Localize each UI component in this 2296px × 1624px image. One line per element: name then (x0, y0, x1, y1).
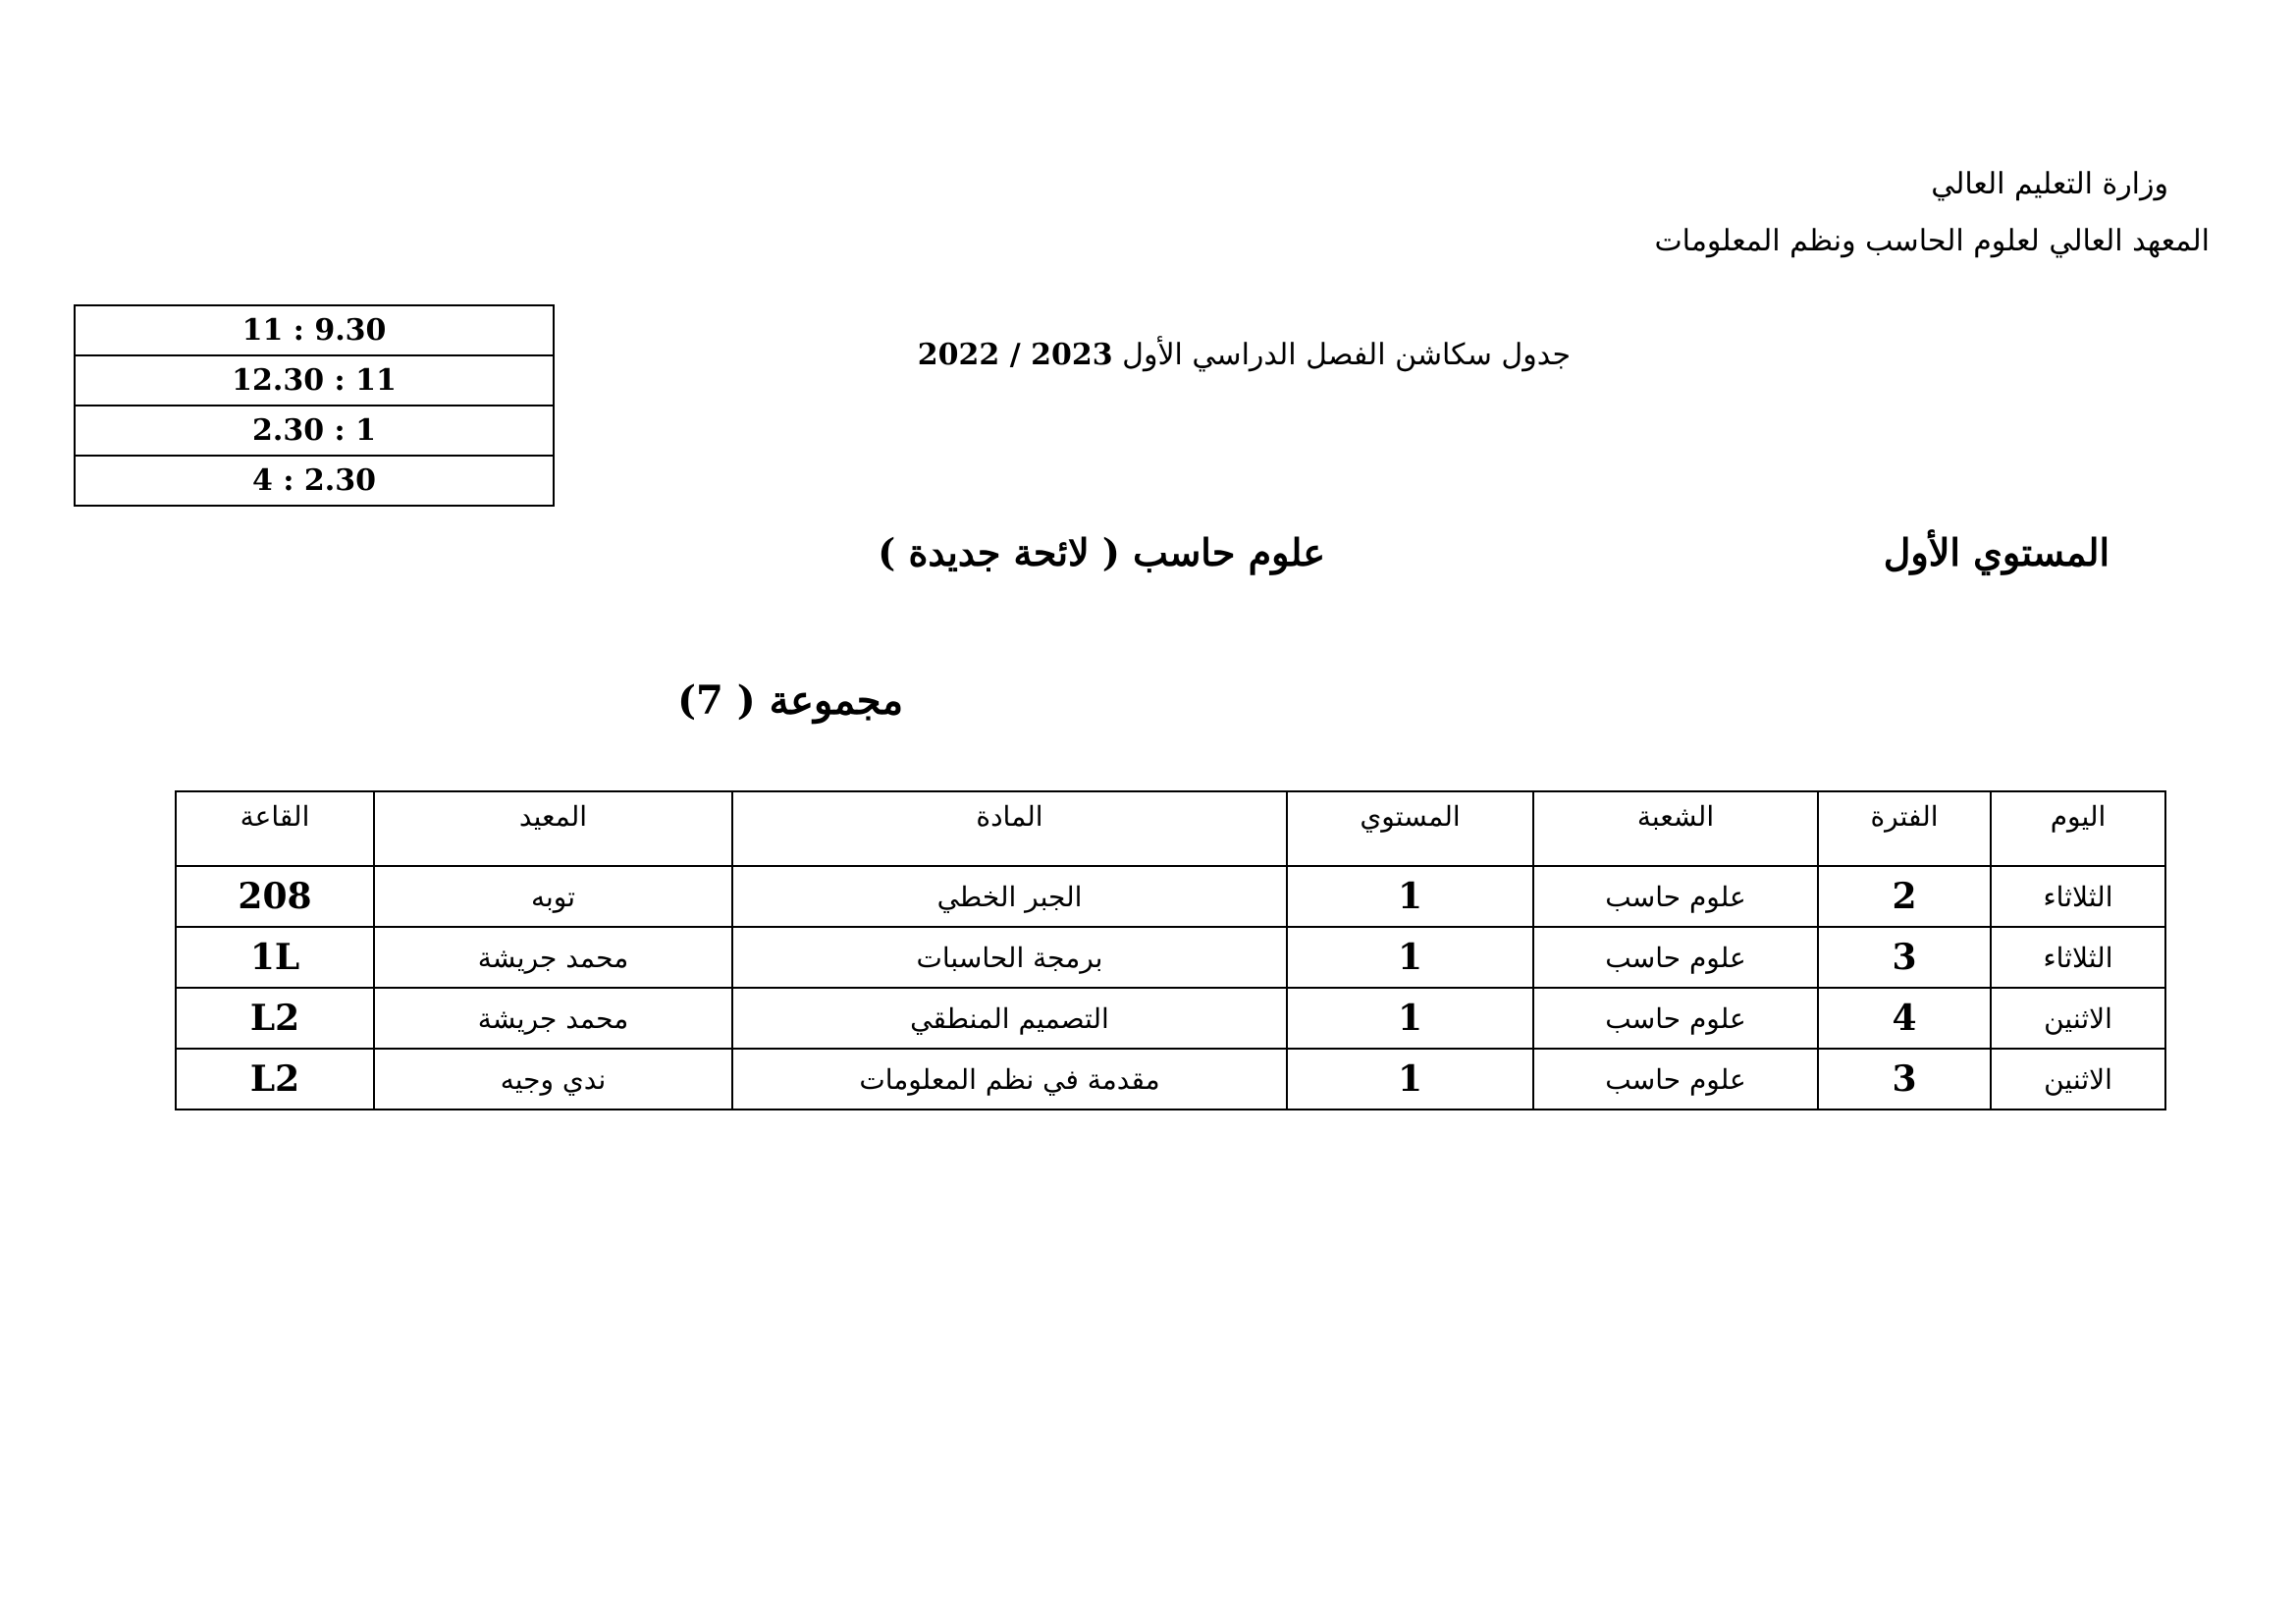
cell-instructor: محمد جريشة (374, 988, 732, 1049)
time-slot-row (75, 406, 554, 456)
cell-level: 1 (1287, 1049, 1533, 1110)
cell-room: L2 (176, 1049, 374, 1110)
cell-room: 1L (176, 927, 374, 988)
cell-level: 1 (1287, 866, 1533, 927)
time-slot-row (75, 305, 554, 355)
time-slot: 2.30 : 1 (75, 406, 554, 456)
table-header-row (176, 791, 2165, 866)
cell-period: 2 (1818, 866, 1991, 927)
time-slots-table (74, 304, 555, 507)
header-room: القاعة (176, 791, 374, 866)
cell-period: 4 (1818, 988, 1991, 1049)
cell-section: علوم حاسب (1533, 866, 1818, 927)
cell-section: علوم حاسب (1533, 927, 1818, 988)
header-instructor: المعيد (374, 791, 732, 866)
time-slot-row (75, 456, 554, 506)
cell-subject: التصميم المنطقي (732, 988, 1287, 1049)
header-section: الشعبة (1533, 791, 1818, 866)
cell-subject: مقدمة في نظم المعلومات (732, 1049, 1287, 1110)
department-label: علوم حاسب ( لائحة جديدة ) (878, 530, 1325, 574)
cell-instructor: توبه (374, 866, 732, 927)
schedule-title (917, 338, 1571, 372)
time-slot: 12.30 : 11 (75, 355, 554, 406)
table-row (176, 1049, 2165, 1110)
group-label: مجموعة ( 7) (677, 677, 903, 724)
cell-day: الثلاثاء (1991, 866, 2165, 927)
cell-room: 208 (176, 866, 374, 927)
cell-room: L2 (176, 988, 374, 1049)
institute-name: المعهد العالي لعلوم الحاسب ونظم المعلومات (1654, 224, 2210, 258)
cell-level: 1 (1287, 988, 1533, 1049)
cell-subject: برمجة الحاسبات (732, 927, 1287, 988)
header-day: اليوم (1991, 791, 2165, 866)
table-row (176, 927, 2165, 988)
schedule-title-text: جدول سكاشن الفصل الدراسي الأول (1122, 338, 1571, 372)
header-subject: المادة (732, 791, 1287, 866)
header-level: المستوي (1287, 791, 1533, 866)
level-label: المستوي الأول (1883, 530, 2109, 574)
cell-level: 1 (1287, 927, 1533, 988)
table-row (176, 866, 2165, 927)
cell-period: 3 (1818, 1049, 1991, 1110)
schedule-table (175, 790, 2166, 1110)
academic-year: 2022 / 2023 (917, 338, 1113, 372)
ministry-name: وزارة التعليم العالي (1931, 167, 2168, 201)
cell-subject: الجبر الخطي (732, 866, 1287, 927)
cell-day: الثلاثاء (1991, 927, 2165, 988)
time-slot-row (75, 355, 554, 406)
cell-day: الاثنين (1991, 1049, 2165, 1110)
cell-day: الاثنين (1991, 988, 2165, 1049)
cell-section: علوم حاسب (1533, 988, 1818, 1049)
cell-period: 3 (1818, 927, 1991, 988)
cell-instructor: ندي وجيه (374, 1049, 732, 1110)
time-slot: 11 : 9.30 (75, 305, 554, 355)
cell-instructor: محمد جريشة (374, 927, 732, 988)
cell-section: علوم حاسب (1533, 1049, 1818, 1110)
header-period: الفترة (1818, 791, 1991, 866)
table-row (176, 988, 2165, 1049)
time-slot: 4 : 2.30 (75, 456, 554, 506)
